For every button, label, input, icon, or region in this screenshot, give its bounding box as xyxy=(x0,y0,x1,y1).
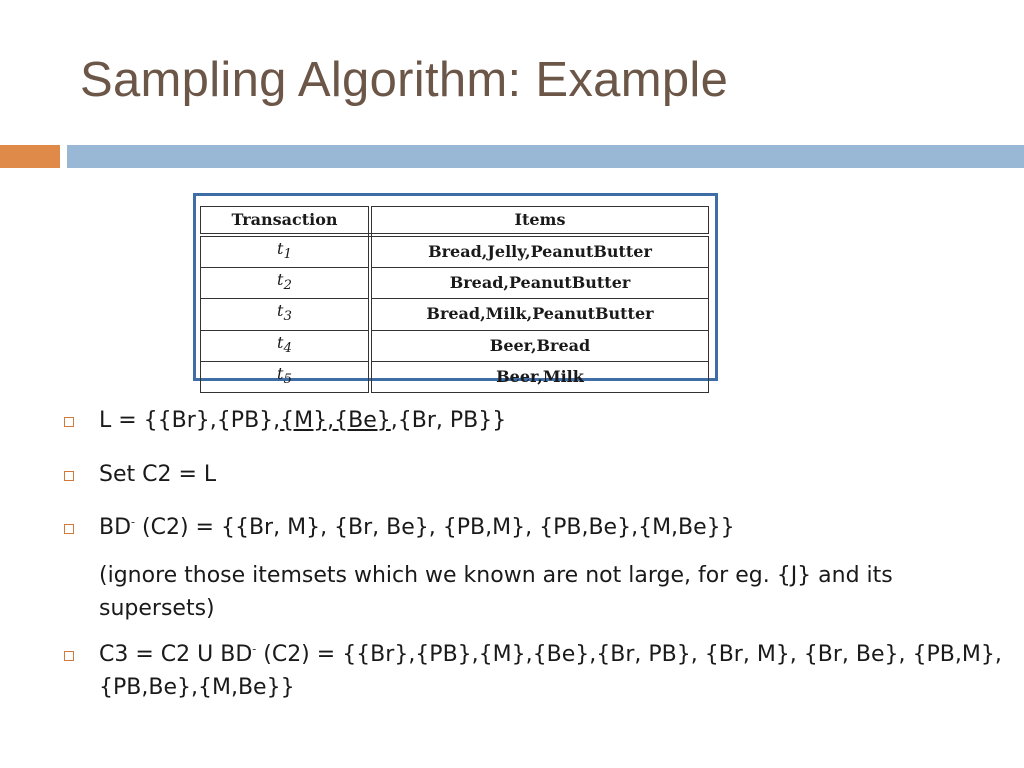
transaction-id: $t_4$ xyxy=(201,330,371,361)
table-row xyxy=(201,268,709,299)
bullet-item-c3: C3 = C2 U BD- (C2) = {{Br},{PB},{M},{Be},{Br, PB}, {Br, M}, {Br, Be}, {PB,M}, {PB,Be},{M,Be}} xyxy=(64,638,1004,704)
transaction-items: Bread,Jelly,PeanutButter xyxy=(370,235,709,268)
bullet-item-bd-c2: BD- (C2) = {{Br, M}, {Br, Be}, {PB,M}, {PB,Be},{M,Be}} xyxy=(64,511,1004,544)
accent-bar-orange xyxy=(0,145,60,168)
bullet-list xyxy=(64,400,1004,704)
transaction-id: $t_3$ xyxy=(201,299,371,330)
table-row xyxy=(201,361,709,392)
square-bullet-icon xyxy=(64,471,74,481)
transaction-table-frame xyxy=(193,193,718,387)
transaction-items: Beer,Bread xyxy=(370,330,709,361)
transaction-id: $t_2$ xyxy=(201,268,371,299)
transaction-items: Bread,PeanutButter xyxy=(370,268,709,299)
table-row xyxy=(201,235,709,268)
transaction-table xyxy=(200,206,709,393)
bullet-item-set-c2: Set C2 = L xyxy=(64,458,1004,491)
transaction-items: Beer,Milk xyxy=(370,361,709,392)
transaction-id: $t_5$ xyxy=(201,361,371,392)
bullet-note: (ignore those itemsets which we known are not large, for eg. {J} and its supersets) xyxy=(99,563,893,621)
table-row xyxy=(201,330,709,361)
square-bullet-icon xyxy=(64,524,74,534)
header-transaction: Transaction xyxy=(201,207,371,236)
transaction-items: Bread,Milk,PeanutButter xyxy=(370,299,709,330)
table-header-row xyxy=(201,207,709,236)
header-items: Items xyxy=(370,207,709,236)
accent-bar-blue xyxy=(67,145,1024,168)
transaction-id: $t_1$ xyxy=(201,235,371,268)
bullet-item-l: L = {{Br},{PB},{M},{Be},{Br, PB}} xyxy=(64,404,1004,437)
square-bullet-icon xyxy=(64,417,74,427)
square-bullet-icon xyxy=(64,651,74,661)
slide-title: Sampling Algorithm: Example xyxy=(80,53,729,107)
table-row xyxy=(201,299,709,330)
underlined-sets: {M},{Be} xyxy=(280,408,391,433)
